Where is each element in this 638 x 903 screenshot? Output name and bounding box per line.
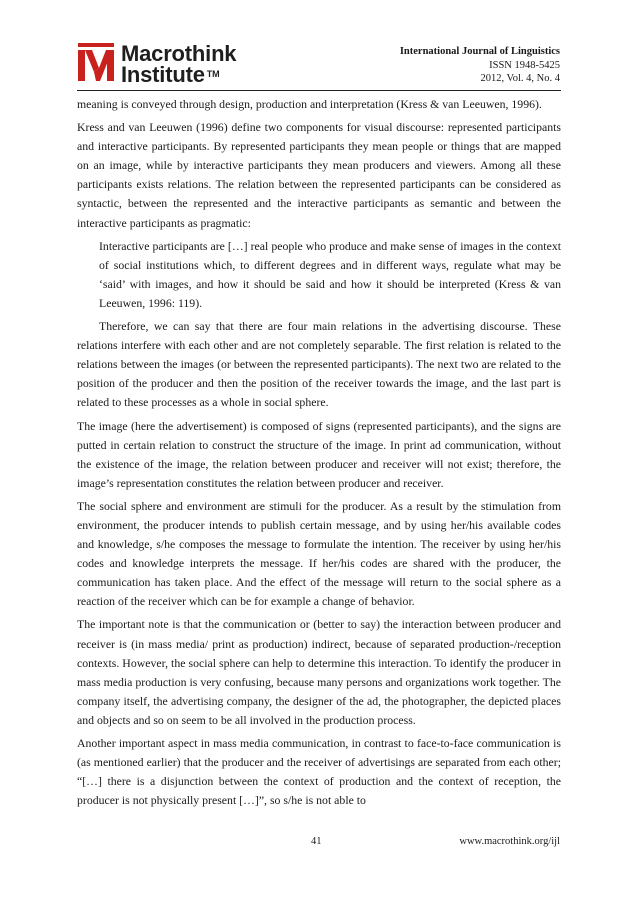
logo-wordmark-line1: Macrothink: [121, 41, 237, 66]
macrothink-m-icon: [77, 42, 117, 82]
paragraph: Another important aspect in mass media communication, in contrast to face-to-face communication is (as mentioned earlier) that the producer and the receiver of advertisings are separated from each other; “[…] there is a disjunction between the context of production and the context of reception, the producer is not physically present […]”, so s/he is not able to: [77, 736, 561, 808]
paragraph: Kress and van Leeuwen (1996) define two components for visual discourse: represented participants and interactive participants. By represented participants they mean people or things that are mapped on an image, while by interactive participants they mean producers and viewers. Among all these participants exists relations. The relation between the represented participants can be considered as syntactic, between the represented and the interactive participants as semantic and between the interactive participants as pragmatic:: [77, 120, 561, 230]
block-quote: Interactive participants are […] real people who produce and make sense of images in the context of social institutions which, to different degrees and in different ways, regulate what may be ‘said’ with images, and how it should be said and how it should be interpreted (Kress & van Leeuwen, 1996: 119).: [99, 238, 561, 310]
paragraph: The important note is that the communication or (better to say) the interaction between producer and receiver is (in mass media/ print as production) indirect, because of separated production-/reception contexts. However, the social sphere can help to determine this interaction. To identify the producer in mass media production is very confusing, because many persons and organizations work together. The company itself, the advertising company, the designer of the ad, the photographer, the depicted places and objects and so on seem to be all involved in the production process.: [77, 617, 561, 727]
paragraph: Therefore, we can say that there are four main relations in the advertising discourse. These relations interfere with each other and are not completely separable. The first relation is related to the relations between the images (or between the represented participants). The next two are related to the position of the producer and then the position of the receiver towards the image, and the last part is related to these processes as a whole in social sphere.: [77, 319, 561, 410]
website-link[interactable]: www.macrothink.org/ijl: [459, 836, 560, 847]
paragraph: The image (here the advertisement) is composed of signs (represented participants), and the signs are putted in certain relation to construct the structure of the image. In print ad communication, without the existence of the image, the relation between producer and receiver will not exist; therefore, the image’s representation constitutes the relation between producer and receiver.: [77, 418, 561, 490]
logo-trademark: TM: [206, 69, 220, 79]
logo-wordmark-line2: Institute: [121, 62, 205, 87]
article-body: [77, 95, 561, 814]
page-header: [0, 0, 638, 92]
journal-volume: 2012, Vol. 4, No. 4: [480, 73, 560, 84]
macrothink-logo: [77, 41, 267, 87]
paragraph: The social sphere and environment are stimuli for the producer. As a result by the stimulation from environment, the producer intends to publish certain message, and by using her/his available codes and knowledge, s/he composes the message to formulate the intention. The receiver by using her/his codes and knowledge interprets the message. If her/his codes are shared with the producer, the communication has taken place. And the effect of the message will return to the social sphere as a reaction of the receiver which can be for example a change of behavior.: [77, 498, 561, 609]
journal-info: [400, 45, 560, 86]
page-footer: [0, 836, 638, 852]
journal-issn: ISSN 1948-5425: [489, 59, 560, 71]
paragraph: meaning is conveyed through design, production and interpretation (Kress & van Leeuwen, 1996).: [77, 97, 542, 111]
header-rule: [77, 90, 561, 91]
journal-name: International Journal of Linguistics: [399, 46, 560, 57]
page-number: 41: [311, 836, 322, 847]
